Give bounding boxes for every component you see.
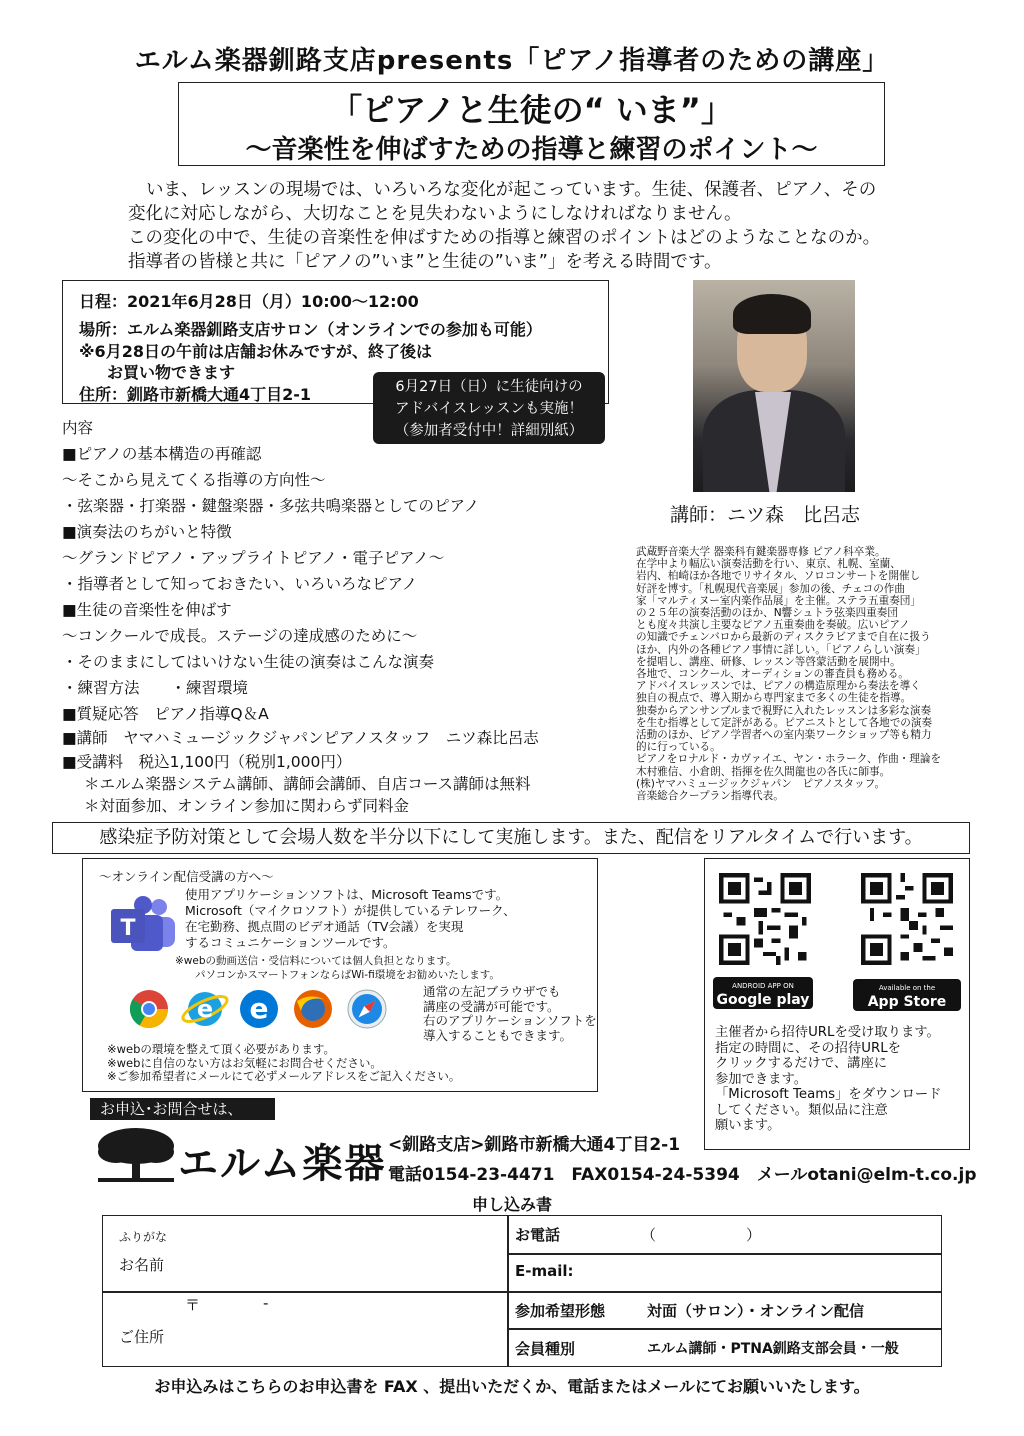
content-item: ＊対面参加、オンライン参加に関わらず同料金 [84,797,410,815]
content-item: ■講師 ヤマハミュージックジャパンピアノスタッフ ニツ森比呂志 [62,729,539,747]
content-item: ＊エルム楽器システム講師、講師会講師、自店コース講師は無料 [84,775,531,793]
event-place: 場所：エルム楽器釧路支店サロン（オンラインでの参加も可能） [79,320,542,339]
svg-text:e: e [196,995,214,1023]
tree-logo-icon [96,1122,176,1184]
bio-line: アドバイスレッスンでは、ピアノの構造原理から奏法を導く [636,680,921,693]
teams-line: 在宅勤務、拠点間のビデオ通話（TV会議）を実現 [185,919,464,934]
online-notes [107,1043,460,1084]
form-title: 申し込み書 [471,1195,552,1214]
bio-line: の２５年の演奏活動のほか、N響シュトラ弦楽四重奏団 [636,607,898,620]
badge-line: 6月27日（日）に生徒向けの [395,379,583,395]
intro-paragraph [128,178,978,274]
content-item: ■受講料 税込1,100円（税別1,000円） [62,753,352,771]
browser-line: 導入することもできます。 [423,1027,573,1043]
bio-line: 独自の視点で、導入期から専門家まで多くの生徒を指導。 [636,692,912,705]
instructor-name: 講師：ニツ森 比呂志 [670,504,861,526]
firefox-icon [294,990,332,1028]
bio-line: ほか、内外の各種ピアノ事情に詳しい。「ピアノらしい演奏」 [636,643,926,656]
badge-line: アドバイスレッスンも実施！ [395,401,583,417]
app-line: してください。類似品に注意 [715,1102,888,1118]
bio-line: を提唱し、講座、研修、レッスン等啓蒙活動を展開中。 [636,655,901,668]
event-date: 日程：2021年6月28日（月）10:00～12:00 [79,292,419,311]
app-line: 願います。 [715,1118,781,1133]
series-title: エルム楽器釧路支店presents「ピアノ指導者のための講座」 [134,46,890,76]
app-line: 参加できます。 [715,1071,808,1087]
bio-line: ピアノをロナルド・カヴァイエ、ヤン・ホラーク、作曲・理論を [636,753,942,766]
teams-line: 使用アプリケーションソフトは、Microsoft Teamsです。 [185,887,509,902]
browser-line: 講座の受講が可能です。 [423,998,560,1014]
content-item: ・弦楽器・打楽器・鍵盤楽器・多弦共鳴楽器としてのピアノ [62,497,480,515]
app-line: 指定の時間に、その招待URLを [715,1040,901,1056]
attend-options[interactable]: 対面（サロン）・オンライン配信 [647,1302,865,1320]
instructor-bio [636,546,976,802]
content-item: ～グランドピアノ・アップライトピアノ・電子ピアノ～ [62,549,445,567]
online-note: ※webに自信のない方はお気軽にお問合せください。 [107,1055,382,1070]
app-store-badge[interactable] [853,979,961,1011]
intro-line: この変化の中で、生徒の音楽性を伸ばすための指導と練習のポイントはどのようなことなのか。 [128,228,881,248]
browser-description [423,985,597,1043]
badge-line: （参加者受付中！詳細別紙） [394,423,584,439]
browser-line: 通常の左記ブラウザでも [423,984,561,999]
badge-small-text: ANDROID APP ON [732,982,794,990]
content-item: ～そこから見えてくる指導の方向性～ [62,471,326,489]
app-instructions [715,1025,941,1134]
online-heading: ～オンライン配信受講の方へ～ [99,869,274,884]
edge-icon [240,990,278,1028]
content-item: ■ピアノの基本構造の再確認 [62,445,262,463]
elm-logo-text: エルム楽器 [178,1141,387,1187]
online-info-box [82,858,598,1092]
safari-icon [348,990,386,1028]
google-play-badge[interactable] [713,977,813,1009]
bio-line: (株)ヤマハミュージックジャパン ピアノスタッフ。 [636,777,886,790]
svg-text:e: e [249,992,269,1025]
postal-dash: - [263,1294,269,1312]
online-note: ※webの環境を整えて頂く必要があります。 [107,1042,335,1056]
app-line: クリックするだけで、講座に [715,1056,888,1071]
bio-line: の知識でチェンバロから最新のディスクラビアまで自在に扱う [636,631,931,644]
badge-big-text: App Store [867,994,947,1010]
ie-icon [180,992,230,1027]
chrome-icon [130,990,168,1028]
content-item: ・そのままにしてはいけない生徒の演奏はこんな演奏 [62,653,435,671]
teams-description [185,887,516,951]
bio-line: 岩内、柏崎ほか各地でリサイタル、ソロコンサートを開催し [636,570,921,583]
content-item: ■生徒の音楽性を伸ばす [62,601,232,619]
contact-label: お申込･お問合せは、 [90,1098,275,1120]
content-item: ・指導者として知っておきたい、いろいろなピアノ [62,575,418,593]
instructor-photo [693,280,855,492]
title-box [178,82,885,166]
attend-label: 参加希望形態 [515,1302,606,1320]
footer-instruction: お申込みはこちらのお申込書を FAX 、提出いただくか、電話またはメールにてお願いいたします。 [154,1377,870,1396]
contact-numbers: 電話0154-23-4471 FAX0154-24-5394 メールotani@elm-t.co.jp [388,1165,977,1185]
bio-line: 各地で、コンクール、オーディションの審査員も務める。 [636,668,909,681]
furigana-label: ふりがな [119,1230,168,1244]
browser-icons [127,987,387,1031]
subtitle: ～音楽性を伸ばすための指導と練習のポイント～ [245,135,818,165]
bio-line: 好評を博す。「札幌現代音楽展」参加の後、チェコの作曲 [636,582,905,595]
content-item: ・練習方法 ・練習環境 [62,679,249,697]
teams-icon [109,895,177,953]
bio-line: 武蔵野音楽大学 器楽科有鍵楽器専修 ピアノ科卒業。 [636,546,886,558]
member-label: 会員種別 [515,1340,576,1358]
phone-field[interactable]: （ ） [641,1226,762,1244]
browser-line: 右のアプリケーションソフトを [423,1013,597,1028]
bio-line: 在学中より幅広い演奏活動を行い、東京、札幌、室蘭、 [636,558,901,571]
bio-line: 木村雅信、小倉朗、指揮を佐久間龍也の各氏に師事。 [636,765,891,778]
web-fee-note: ※webの動画送信・受信料については個人負担となります。 [175,955,457,967]
bio-line: 活動のほか、ピアノ学習者への室内楽ワークショップ等も精力 [636,729,932,742]
postal-mark: 〒 [185,1296,201,1314]
teams-line: Microsoft（マイクロソフト）が提供しているテレワーク、 [185,903,516,918]
application-form [102,1215,942,1367]
phone-label: お電話 [515,1226,561,1244]
badge-small-text: Available on the [878,984,936,992]
app-line: 主催者から招待URLを受け取ります。 [715,1025,940,1040]
svg-text:T: T [120,916,136,941]
app-download-box [704,858,970,1150]
event-note: お買い物できます [107,363,236,382]
bio-line: とも度々共演し主要なピアノ五重奏曲を奏破。広いピアノ [636,619,910,632]
event-note: ※6月28日の午前は店舗お休みですが、終了後は [79,342,432,361]
intro-line: いま、レッスンの現場では、いろいろな変化が起こっています。生徒、保護者、ピアノ、その [146,180,877,200]
google-play-qr-code[interactable] [719,873,811,965]
address-label: ご住所 [119,1328,165,1346]
infection-notice: 感染症予防対策として会場人数を半分以下にして実施します。また、配信をリアルタイムで行います。 [52,822,970,854]
content-item: ～コンクールで成長。ステージの達成感のために～ [62,627,418,645]
online-note: ※ご参加希望者にメールにて必ずメールアドレスをご記入ください。 [107,1069,461,1083]
bio-line: 的に行っている。 [636,741,721,754]
app-line: 「Microsoft Teams」をダウンロード [715,1087,942,1102]
main-title: 「ピアノと生徒の“ いま”」 [330,91,733,129]
teams-line: するコミュニケーションツールです。 [185,935,396,950]
bio-line: 家「マルティヌー室内楽作品展」を主催。ステラ五重奏団」 [636,594,921,607]
content-item: 内容 [62,419,94,437]
email-label: E-mail: [515,1262,574,1280]
advice-lesson-badge [373,372,605,444]
content-item: ■演奏法のちがいと特徴 [62,523,232,541]
intro-line: 指導者の皆様と共に「ピアノの”いま”と生徒の”いま”」を考える時間です。 [128,252,722,272]
app-store-qr-code[interactable] [861,873,953,965]
event-address: 住所：釧路市新橋大通4丁目2-1 [79,385,312,404]
intro-line: 変化に対応しながら、大切なことを見失わないようにしなければなりません。 [128,204,742,224]
badge-big-text: Google play [716,992,810,1008]
bio-line: 音楽総合クープラン指導代表。 [636,790,784,803]
store-address: <釧路支店>釧路市新橋大通4丁目2-1 [388,1135,681,1155]
wifi-note: パソコンかスマートフォンならばWi-fi環境をお勧めいたします。 [195,969,500,981]
name-label: お名前 [119,1256,165,1274]
bio-line: を生む指導として定評がある。ピアニストとして各地での演奏 [636,716,933,729]
member-options[interactable]: エルム講師・PTNA釧路支部会員・一般 [647,1341,899,1357]
bio-line: 独奏からアンサンブルまで視野に入れたレッスンは多彩な演奏 [636,704,932,717]
content-item: ■質疑応答 ピアノ指導Q＆A [62,705,269,723]
